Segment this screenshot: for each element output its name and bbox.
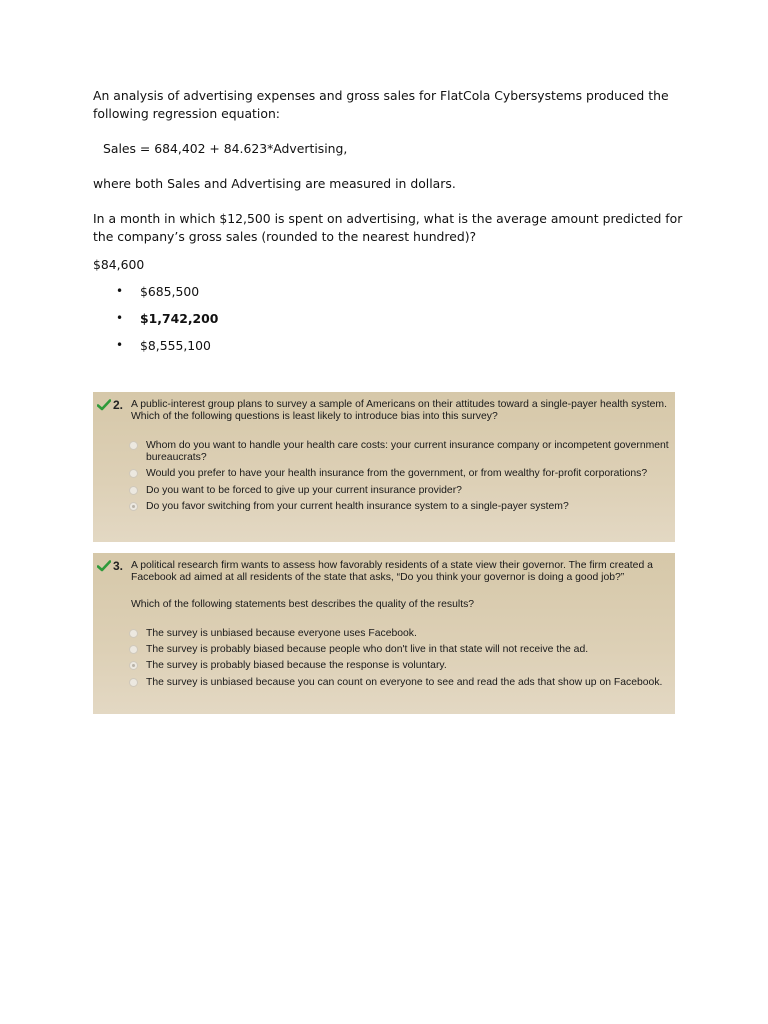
answer-choice-text: $685,500 [140, 284, 200, 299]
option-item-selected[interactable] [129, 501, 669, 513]
option-item[interactable] [129, 440, 669, 464]
bullet-icon: • [116, 311, 124, 325]
bullet-icon: • [116, 338, 124, 352]
regression-equation: Sales = 684,402 + 84.623*Advertising, [103, 141, 348, 156]
option-item[interactable] [129, 628, 669, 640]
radio-icon[interactable] [129, 486, 138, 495]
units-note: where both Sales and Advertising are measured in dollars. [93, 176, 456, 191]
check-icon [97, 399, 111, 411]
radio-icon[interactable] [129, 629, 138, 638]
question-text: A public-interest group plans to survey a sample of Americans on their attitudes toward a single-payer health system. Which of the following questions is least likely to introduce bias into this survey? [131, 399, 667, 423]
answer-choice-3 [116, 337, 218, 364]
question-text: A political research firm wants to assess how favorably residents of a state view their governor. The firm created a Facebook ad aimed at all residents of the state that asks, “Do you think your governor is doing a good job?” [131, 560, 653, 584]
radio-icon[interactable] [129, 645, 138, 654]
quiz-question-2-panel [93, 392, 675, 542]
option-list [129, 440, 669, 517]
question-number: 2. [113, 398, 124, 412]
option-label: Whom do you want to handle your health care costs: your current insurance company or incompetent government bureaucrats? [146, 440, 669, 464]
option-label: Would you prefer to have your health insurance from the government, or from wealthy for-profit corporations? [146, 468, 648, 480]
first-answer-choice: $84,600 [93, 257, 145, 272]
radio-selected-icon[interactable] [129, 502, 138, 511]
option-item[interactable] [129, 644, 669, 656]
answer-choice-text-bold: $1,742,200 [140, 311, 219, 326]
radio-icon[interactable] [129, 678, 138, 687]
quiz-question-3-panel [93, 553, 675, 714]
option-item[interactable] [129, 485, 669, 497]
option-item[interactable] [129, 677, 669, 689]
option-item-selected[interactable] [129, 660, 669, 672]
answer-choice-1 [116, 283, 218, 310]
option-label: Do you want to be forced to give up your current insurance provider? [146, 484, 462, 496]
option-label: The survey is probably biased because people who don't live in that state will not receive the ad. [146, 644, 589, 656]
option-item[interactable] [129, 468, 669, 480]
radio-icon[interactable] [129, 469, 138, 478]
answer-choice-text: $8,555,100 [140, 338, 211, 353]
intro-paragraph: An analysis of advertising expenses and gross sales for FlatCola Cybersystems produced the following regression equation: [93, 88, 669, 121]
option-label: Do you favor switching from your current health insurance system to a single-payer system? [146, 500, 569, 512]
sub-question-text: Which of the following statements best describes the quality of the results? [131, 599, 475, 610]
check-icon [97, 560, 111, 572]
answer-choice-2 [116, 310, 218, 337]
option-label: The survey is probably biased because the response is voluntary. [146, 660, 447, 672]
radio-selected-icon[interactable] [129, 661, 138, 670]
option-label: The survey is unbiased because everyone uses Facebook. [146, 628, 417, 639]
option-label: The survey is unbiased because you can count on everyone to see and read the ads that show up on Facebook. [146, 676, 663, 688]
radio-icon[interactable] [129, 441, 138, 450]
answer-choice-list [116, 283, 218, 364]
question-number: 3. [113, 559, 124, 573]
bullet-icon: • [116, 284, 124, 298]
option-list [129, 628, 669, 693]
question-paragraph: In a month in which $12,500 is spent on advertising, what is the average amount predicted for the company’s gross sales (rounded to the nearest hundred)? [93, 211, 683, 244]
